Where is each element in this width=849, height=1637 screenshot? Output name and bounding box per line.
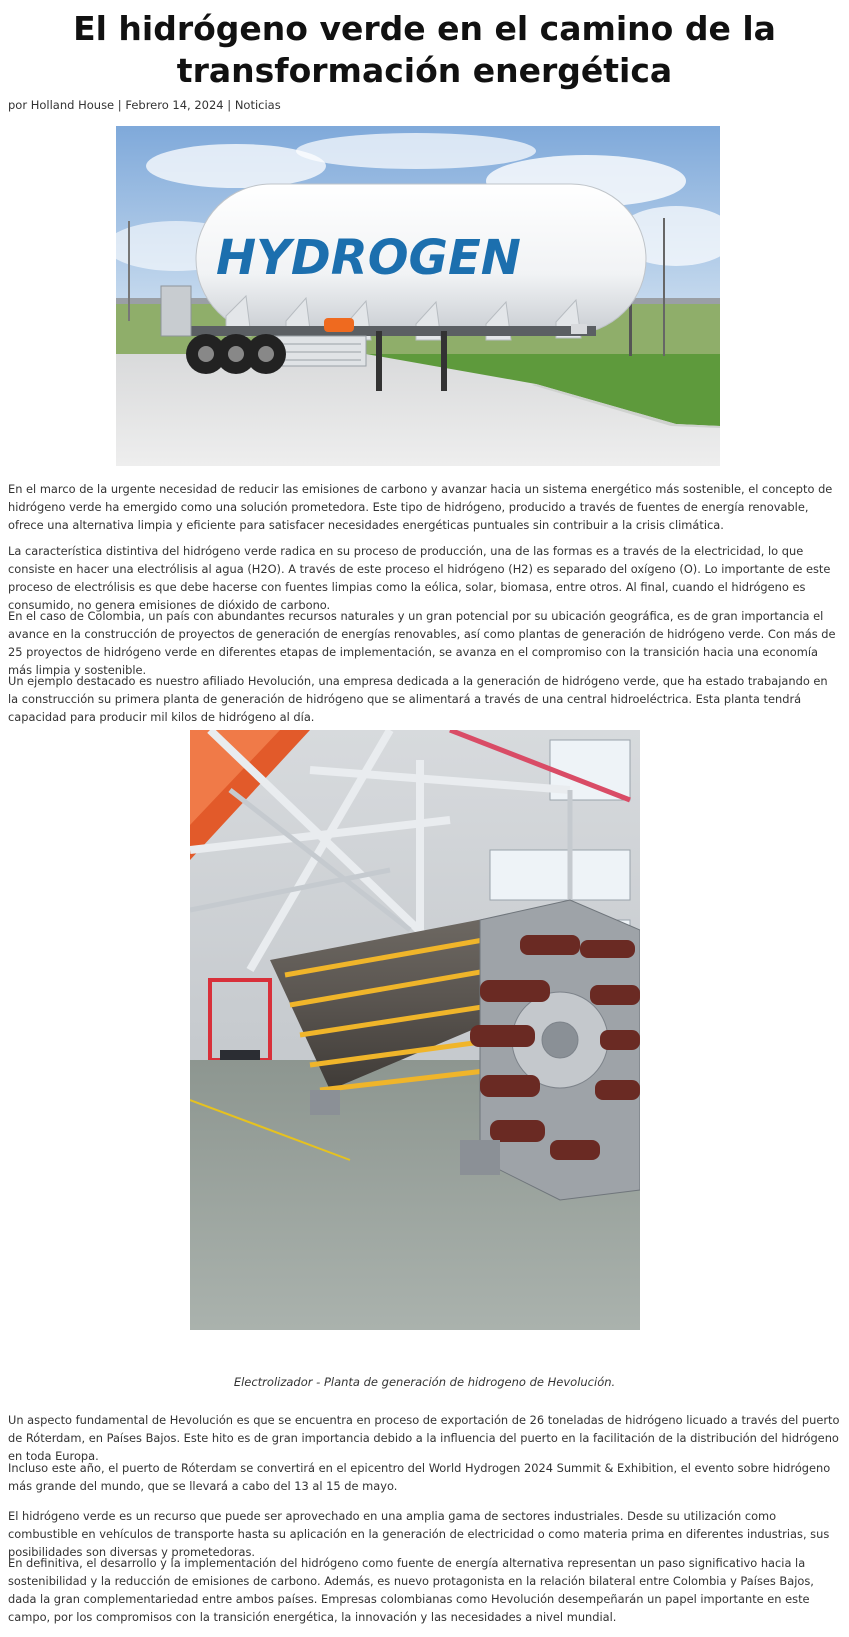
meta-separator: | [117, 98, 122, 112]
paragraph-rotterdam: Incluso este año, el puerto de Róterdam se convertirá en el epicentro del World Hydrogen 2024 Summit & Exhibition, el evento sobre hidrógeno más grande del mundo, que se llevará a cabo del 13 al 15 de mayo. [8, 1461, 831, 1493]
electrolyzer-illustration [190, 730, 640, 1330]
post-date: Febrero 14, 2024 [125, 98, 224, 112]
paragraph-colombia: En el caso de Colombia, un país con abundantes recursos naturales y un gran potencial por su ubicación geográfica, es de gran importancia el avance en la construcción de proyectos de generación de energías renovables, así como plantas de generación de hidrógeno verde. Con más de 25 proyectos de hidrógeno verde en diferentes etapas de implementación, se avanza en el compromiso con la transición hacia una economía más limpia y sostenible. [8, 609, 836, 677]
paragraph-export: Un aspecto fundamental de Hevolución es que se encuentra en proceso de exportación de 26 toneladas de hidrógeno licuado a través del puerto de Róterdam, en Países Bajos. Este hito es de gran importancia debido a la influencia del puerto en la facilitación de la distribución del hidrógeno en toda Europa. [8, 1413, 840, 1463]
paragraph-hevolucion: Un ejemplo destacado es nuestro afiliado Hevolución, una empresa dedicada a la generación de hidrógeno verde, que ha estado trabajando en la construcción su primera planta de generación de hidrógeno que se alimentará a través de una central hidroeléctrica. Esta planta tendrá capacidad para producir mil kilos de hidrógeno al día. [8, 674, 828, 724]
image-caption: Electrolizador - Planta de generación de hidrogeno de Hevolución. [233, 1375, 616, 1389]
electrolyzer-image [190, 730, 640, 1330]
category-link[interactable]: Noticias [234, 98, 281, 112]
author-link[interactable]: Holland House [30, 98, 115, 112]
hydrogen-tanker-illustration [116, 126, 720, 466]
meta-prefix: por [8, 98, 28, 112]
paragraph-conclusion: En definitiva, el desarrollo y la implementación del hidrógeno como fuente de energía alternativa representan un paso significativo hacia la sostenibilidad y la reducción de emisiones de carbono. Además, es nuevo protagonista en la relación bilateral entre Colombia y Países Bajos, dada la gran complementariedad entre ambos países. Empresas colombianas como Hevolución desempeñarán un papel importante en este campo, por los compromisos con la transición energética, la innovación y las necesidades a nivel mundial. [8, 1556, 814, 1624]
meta-separator: | [227, 98, 232, 112]
title-line-2: transformación energética [176, 51, 673, 90]
paragraph-intro: En el marco de la urgente necesidad de reducir las emisiones de carbono y avanzar hacia un sistema energético más sostenible, el concepto de hidrógeno verde ha emergido como una solución prometedora. Este tipo de hidrógeno, producido a través de fuentes de energía renovable, ofrece una alternativa limpia y eficiente para satisfacer necesidades energéticas puntuales sin contribuir a la crisis climática. [8, 482, 833, 532]
paragraph-production: La característica distintiva del hidrógeno verde radica en su proceso de producción, una de las formas es a través de la electricidad, lo que consiste en hacer una electrólisis al agua (H2O). A través de este proceso el hidrógeno (H2) es separado del oxígeno (O). Lo importante de este proceso de electrólisis es que debe hacerse con fuentes limpias como la eólica, solar, biomasa, entre otros. Al final, cuando el hidrógeno es consumido, no genera emisiones de dióxido de carbono. [8, 544, 831, 612]
page-title [0, 8, 849, 92]
hero-image-hydrogen-tanker [116, 126, 720, 466]
title-line-1: El hidrógeno verde en el camino de la [73, 9, 776, 48]
tank-lettering: HYDROGEN [216, 230, 521, 286]
paragraph-sectors: El hidrógeno verde es un recurso que puede ser aprovechado en una amplia gama de sectores industriales. Desde su utilización como combustible en vehículos de transporte hasta su aplicación en la generación de electricidad o como materia prima en diferentes industrias, sus posibilidades son diversas y prometedoras. [8, 1509, 830, 1559]
post-meta [8, 98, 281, 112]
